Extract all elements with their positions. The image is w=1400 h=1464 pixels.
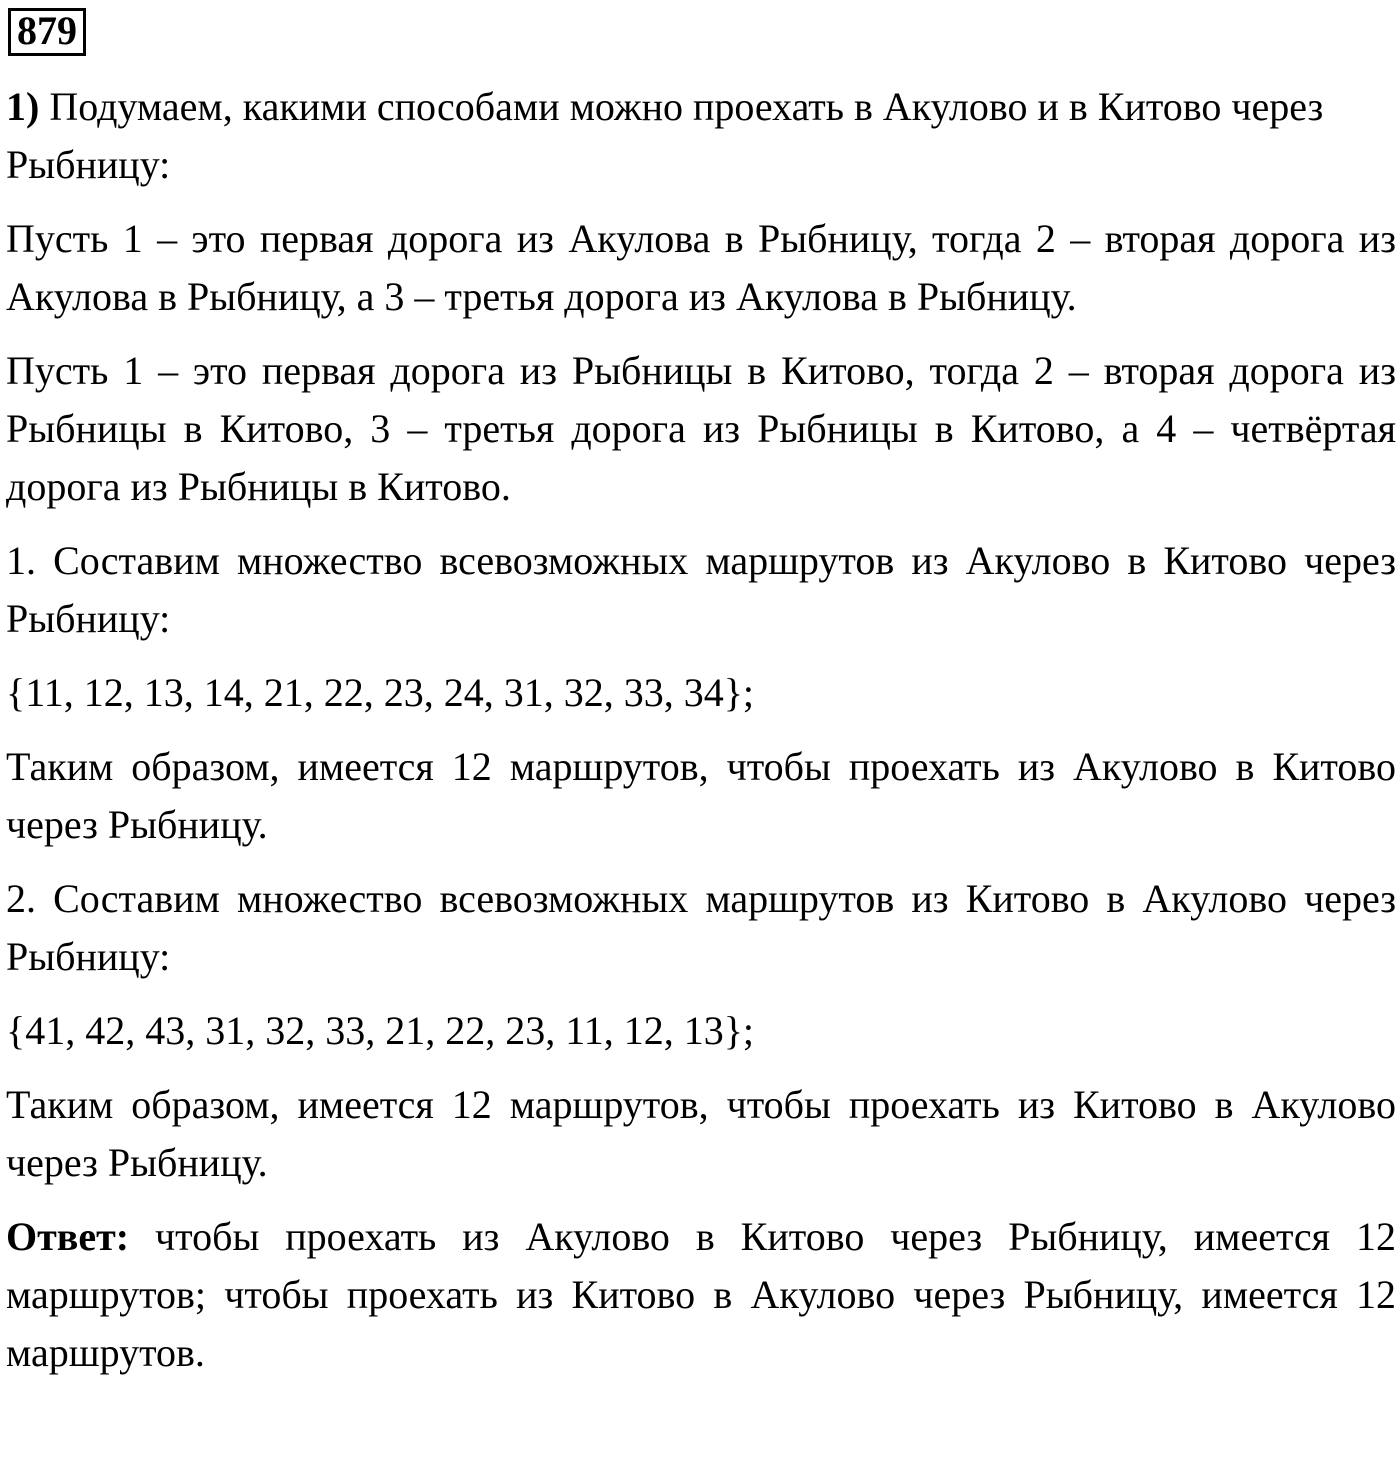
roads-akulovo-paragraph: Пусть 1 – это первая дорога из Акулова в Рыбницу, тогда 2 – вторая дорога из Акулова в Рыбницу, а 3 – третья дорога из Акулова в Рыбницу.: [6, 216, 1396, 319]
route-set-2: {41, 42, 43, 31, 32, 33, 21, 22, 23, 11, 12, 13};: [6, 1008, 755, 1053]
step2-paragraph: 2. Составим множество всевозможных маршрутов из Китово в Акулово через Рыбницу:: [6, 876, 1396, 979]
intro-paragraph: [6, 78, 1396, 194]
part-label: 1): [6, 84, 40, 129]
answer-label: Ответ:: [6, 1214, 130, 1259]
answer-text: чтобы проехать из Акулово в Китово через Рыбницу, имеется 12 маршрутов; чтобы проехать из Китово в Акулово через Рыбницу, имеется 12 маршрутов.: [6, 1214, 1396, 1375]
answer-paragraph: [6, 1208, 1396, 1382]
conclusion2-paragraph: Таким образом, имеется 12 маршрутов, чтобы проехать из Китово в Акулово через Рыбницу.: [6, 1082, 1396, 1185]
step1-paragraph: 1. Составим множество всевозможных маршрутов из Акулово в Китово через Рыбницу:: [6, 538, 1396, 641]
route-set-1: {11, 12, 13, 14, 21, 22, 23, 24, 31, 32, 33, 34};: [6, 670, 755, 715]
task-number: 879: [8, 8, 86, 56]
intro-text: Подумаем, какими способами можно проехать в Акулово и в Китово через Рыбницу:: [6, 84, 1324, 187]
conclusion1-paragraph: Таким образом, имеется 12 маршрутов, чтобы проехать из Акулово в Китово через Рыбницу.: [6, 744, 1396, 847]
roads-kitovo-paragraph: Пусть 1 – это первая дорога из Рыбницы в Китово, тогда 2 – вторая дорога из Рыбницы в Китово, 3 – третья дорога из Рыбницы в Китово, а 4 – четвёртая дорога из Рыбницы в Китово.: [6, 348, 1396, 509]
